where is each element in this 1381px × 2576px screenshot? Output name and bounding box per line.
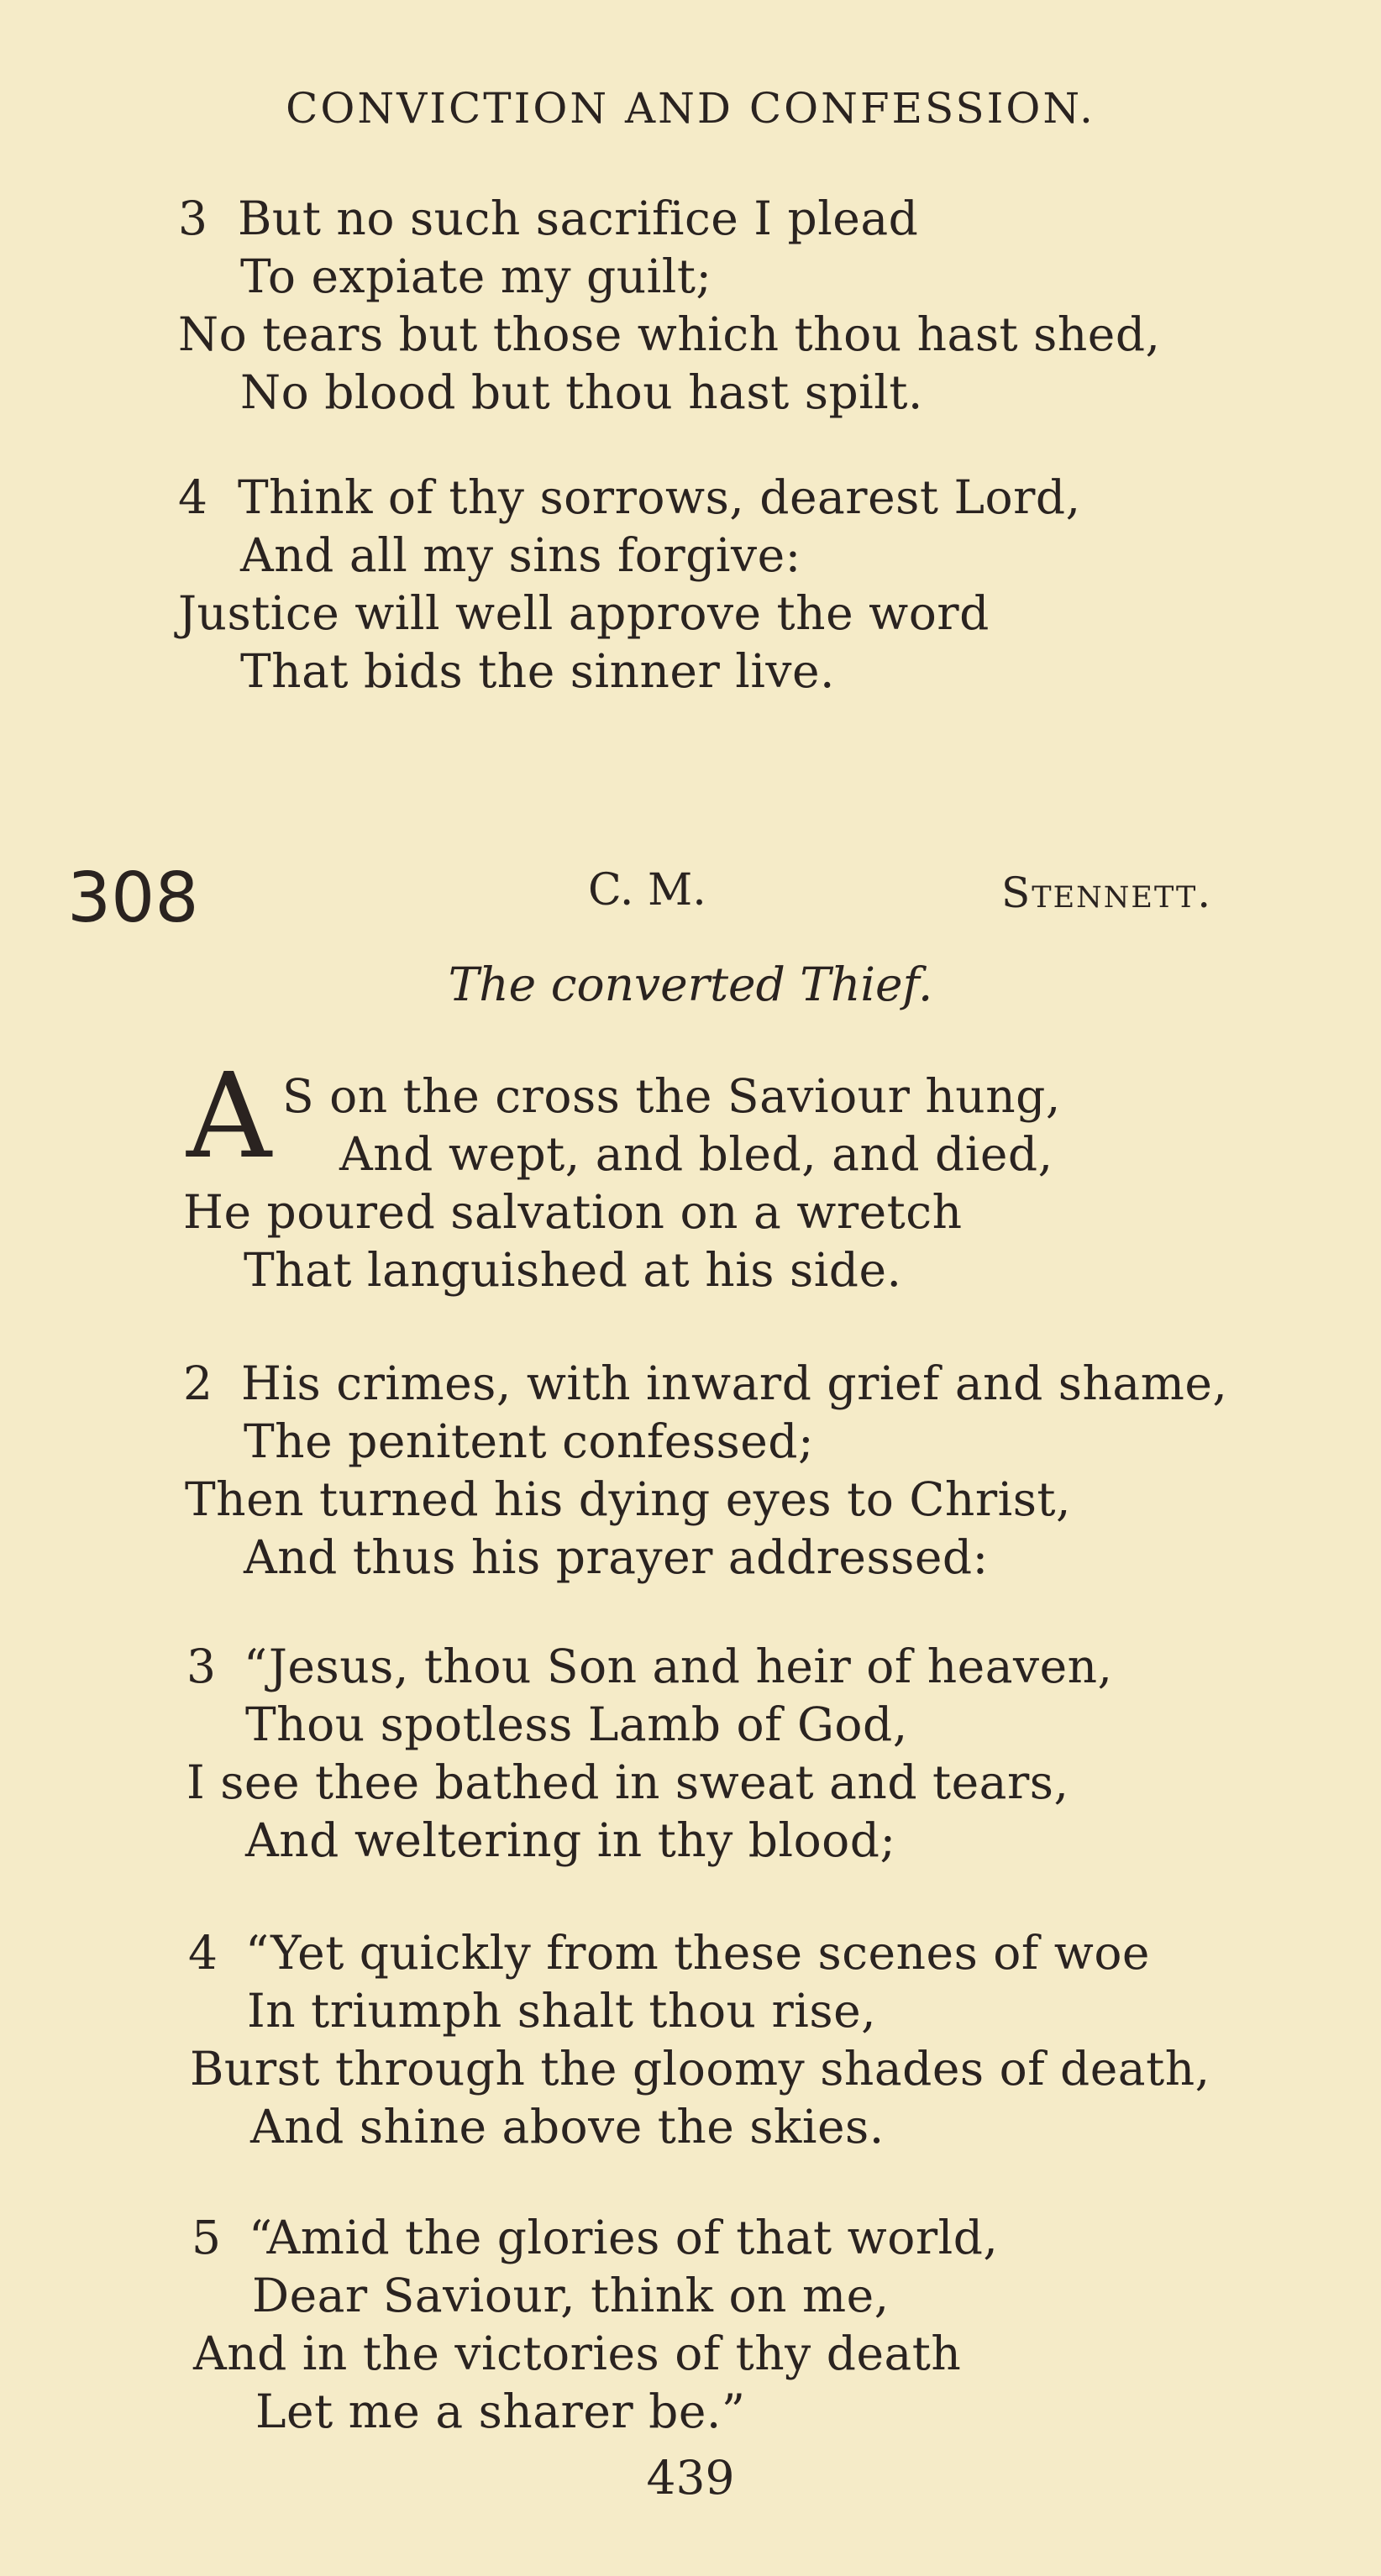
- stanza-number: 3: [186, 1640, 217, 1693]
- verse-line: I see thee bathed in sweat and tears,: [186, 1755, 1069, 1809]
- verse-line: His crimes, with inward grief and shame,: [241, 1356, 1228, 1410]
- verse-line: Think of thy sorrows, dearest Lord,: [238, 470, 1081, 524]
- verse-line: Thou spotless Lamb of God,: [245, 1697, 908, 1751]
- verse-line: He poured salvation on a wretch: [183, 1185, 963, 1239]
- hymn-number: 308: [67, 858, 199, 938]
- stanza-number: 4: [178, 470, 208, 524]
- verse-line: “Amid the glories of that world,: [249, 2211, 999, 2264]
- verse-line: That bids the sinner live.: [240, 644, 836, 698]
- page-number: 439: [646, 2451, 735, 2505]
- verse-line: “Yet quickly from these scenes of woe: [245, 1926, 1150, 1980]
- stanza-number: 5: [192, 2211, 222, 2264]
- verse-line: In triumph shalt thou rise,: [247, 1984, 877, 2038]
- verse-line: S on the cross the Saviour hung,: [282, 1069, 1061, 1123]
- verse-line: Dear Saviour, think on me,: [252, 2269, 890, 2322]
- verse-line: But no such sacrifice I plead: [238, 191, 919, 245]
- verse-line: Justice will well approve the word: [178, 586, 990, 640]
- running-head: CONVICTION AND CONFESSION.: [286, 84, 1095, 133]
- verse-line: And wept, and bled, and died,: [339, 1127, 1053, 1181]
- verse-line: “Jesus, thou Son and heir of heaven,: [244, 1640, 1113, 1693]
- verse-line: No blood but thou hast spilt.: [240, 365, 923, 419]
- verse-line: And thus his prayer addressed:: [244, 1530, 989, 1584]
- drop-cap: A: [186, 1048, 272, 1185]
- verse-line: To expiate my guilt;: [240, 249, 712, 303]
- verse-line: No tears but those which thou hast shed,: [178, 307, 1161, 361]
- verse-line: Then turned his dying eyes to Christ,: [185, 1472, 1072, 1526]
- hymn-author: Stennett.: [1001, 868, 1213, 917]
- hymn-meter: C. M.: [588, 865, 706, 916]
- verse-line: Burst through the gloomy shades of death,: [190, 2042, 1210, 2096]
- verse-line: And all my sins forgive:: [240, 528, 801, 582]
- verse-line: The penitent confessed;: [244, 1414, 815, 1468]
- stanza-number: 2: [183, 1356, 213, 1410]
- verse-line: And shine above the skies.: [250, 2100, 885, 2154]
- stanza-number: 3: [178, 191, 208, 245]
- verse-line: Let me a sharer be.”: [255, 2385, 746, 2438]
- verse-line: And in the victories of thy death: [193, 2327, 962, 2380]
- stanza-number: 4: [188, 1926, 218, 1980]
- verse-line: That languished at his side.: [244, 1243, 902, 1297]
- verse-line: And weltering in thy blood;: [245, 1813, 896, 1867]
- hymn-title: The converted Thief.: [448, 957, 933, 1011]
